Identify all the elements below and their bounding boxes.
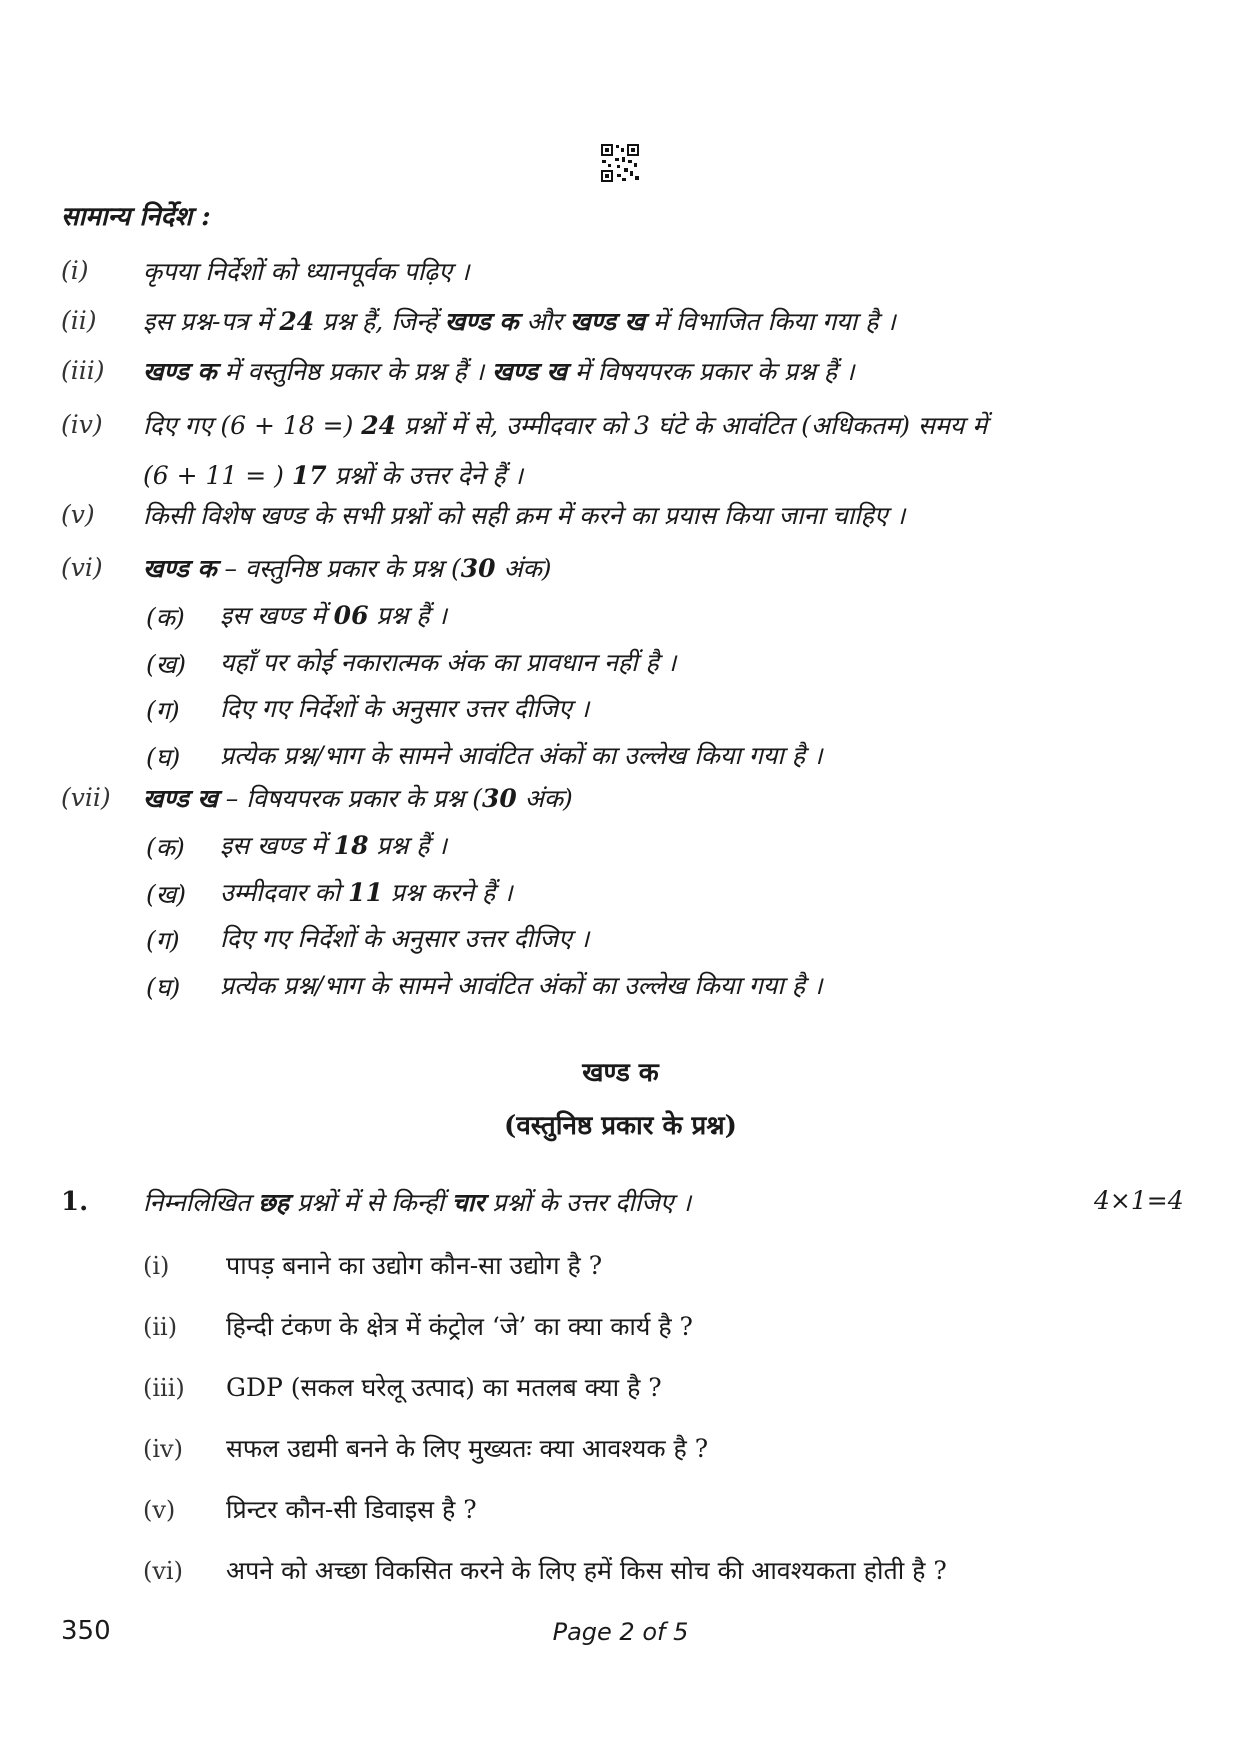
section-subtitle: (वस्तुनिष्ठ प्रकार के प्रश्न)	[504, 1111, 737, 1141]
sub-instruction-letter: (ग)	[146, 696, 180, 725]
bold-text: छह	[258, 1188, 290, 1217]
bold-text: खण्ड क	[143, 554, 217, 583]
part-number: (ii)	[143, 1313, 178, 1341]
sub-instruction-letter: (घ)	[146, 743, 181, 772]
text-segment: इस प्रश्न-पत्र में	[143, 307, 280, 336]
page-number: Page 2 of 5	[552, 1618, 689, 1646]
part-text: प्रिन्टर कौन-सी डिवाइस है ?	[226, 1495, 477, 1524]
instruction-number: (iv)	[61, 410, 103, 439]
instruction-number: (iii)	[61, 356, 105, 385]
sub-instruction-letter: (ख)	[146, 880, 186, 909]
bold-text: खण्ड ख	[143, 784, 218, 813]
text-segment: इस खण्ड में	[220, 601, 334, 630]
bold-text: 18	[333, 831, 369, 860]
text-segment: प्रश्न करने हैं ।	[382, 878, 513, 907]
text-segment: प्रश्नों में से किन्हीं	[289, 1188, 452, 1217]
sub-instruction-text	[220, 645, 676, 679]
sub-instruction-letter: (ख)	[146, 650, 186, 679]
instruction-text	[143, 551, 552, 585]
instruction-text	[143, 408, 987, 442]
instruction-text	[143, 781, 573, 815]
text-segment: निम्नलिखित	[143, 1188, 259, 1217]
sub-instruction-text	[220, 968, 823, 1002]
text-segment: प्रश्न हैं ।	[368, 831, 447, 860]
part-text: पापड़ बनाने का उद्योग कौन-सा उद्योग है ?	[226, 1251, 603, 1280]
bold-text: चार	[451, 1188, 485, 1217]
bold-text: 30	[460, 554, 496, 583]
text-segment: किसी विशेष खण्ड के सभी प्रश्नों को सही क्रम में करने का प्रयास किया जाना चाहिए ।	[143, 501, 906, 530]
part-number: (vi)	[143, 1557, 183, 1585]
section-title: खण्ड क	[582, 1058, 659, 1088]
text-segment: प्रश्नों में से, उम्मीदवार को 3 घंटे के आवंटित (अधिकतम) समय में	[396, 411, 988, 440]
part-number: (iv)	[143, 1435, 183, 1463]
text-segment: – वस्तुनिष्ठ प्रकार के प्रश्न (	[216, 554, 461, 583]
text-segment: में विषयपरक प्रकार के प्रश्न हैं ।	[566, 357, 855, 386]
text-segment: में वस्तुनिष्ठ प्रकार के प्रश्न हैं ।	[216, 357, 493, 386]
text-segment: प्रश्न हैं ।	[368, 601, 447, 630]
text-segment: प्रश्नों के उत्तर दीजिए ।	[484, 1188, 692, 1217]
instruction-number: (v)	[61, 500, 95, 529]
text-segment: कृपया निर्देशों को ध्यानपूर्वक पढ़िए ।	[143, 257, 470, 286]
sub-instruction-letter: (क)	[146, 603, 185, 632]
text-segment: प्रश्न हैं, जिन्हें	[314, 307, 445, 336]
text-segment: दिए गए निर्देशों के अनुसार उत्तर दीजिए ।	[220, 694, 590, 723]
part-number: (v)	[143, 1496, 176, 1524]
text-segment: उम्मीदवार को	[220, 878, 349, 907]
instruction-number: (vii)	[61, 783, 111, 812]
text-segment: (6 + 11 = )	[143, 461, 292, 490]
sub-instruction-text	[220, 738, 823, 772]
instruction-number: (vi)	[61, 553, 103, 582]
bold-text: 24	[279, 307, 315, 336]
bold-text: 06	[333, 601, 369, 630]
bold-text: खण्ड क	[444, 307, 519, 336]
part-text: अपने को अच्छा विकसित करने के लिए हमें किस सोच की आवश्यकता होती है ?	[226, 1556, 947, 1585]
sub-instruction-letter: (ग)	[146, 926, 180, 955]
instruction-number: (i)	[61, 256, 89, 285]
instruction-text	[143, 354, 854, 388]
paper-code: 350	[61, 1616, 111, 1646]
sub-instruction-text	[220, 921, 589, 955]
part-text: हिन्दी टंकण के क्षेत्र में कंट्रोल ‘जे’ का क्या कार्य है ?	[226, 1312, 693, 1341]
text-segment: यहाँ पर कोई नकारात्मक अंक का प्रावधान नहीं है ।	[220, 648, 677, 677]
part-text: GDP (सकल घरेलू उत्पाद) का मतलब क्या है ?	[226, 1373, 662, 1402]
text-segment: में विभाजित किया गया है ।	[644, 307, 896, 336]
bold-text: 24	[361, 411, 397, 440]
sub-instruction-letter: (क)	[146, 833, 185, 862]
part-text: सफल उद्यमी बनने के लिए मुख्यतः क्या आवश्यक है ?	[226, 1434, 709, 1463]
part-number: (iii)	[143, 1374, 185, 1402]
bold-text: 30	[481, 784, 517, 813]
text-segment: और	[518, 307, 571, 336]
text-segment: इस खण्ड में	[220, 831, 334, 860]
instruction-text	[143, 498, 905, 532]
sub-instruction-letter: (घ)	[146, 973, 181, 1002]
bold-text: खण्ड क	[143, 357, 217, 386]
text-segment: दिए गए (6 + 18 =)	[143, 411, 362, 440]
bold-text: खण्ड ख	[492, 357, 567, 386]
text-segment: – विषयपरक प्रकार के प्रश्न (	[217, 784, 482, 813]
sub-instruction-text	[220, 875, 513, 909]
instruction-text	[143, 304, 896, 338]
bold-text: 17	[291, 461, 327, 490]
instruction-text	[143, 254, 470, 288]
qr-code-icon	[600, 143, 640, 183]
sub-instruction-text	[220, 691, 589, 725]
sub-instruction-text	[220, 598, 447, 632]
text-segment: प्रत्येक प्रश्न/भाग के सामने आवंटित अंकों का उल्लेख किया गया है ।	[220, 741, 823, 770]
text-segment: अंक)	[516, 784, 573, 813]
question-number: 1.	[61, 1187, 89, 1217]
text-segment: अंक)	[495, 554, 552, 583]
question-marks: 4×1=4	[1094, 1186, 1184, 1215]
text-segment: प्रश्नों के उत्तर देने हैं ।	[326, 461, 524, 490]
text-segment: दिए गए निर्देशों के अनुसार उत्तर दीजिए ।	[220, 924, 590, 953]
sub-instruction-text	[220, 828, 447, 862]
general-instructions-heading: सामान्य निर्देश :	[61, 202, 211, 232]
instruction-text-line2	[143, 458, 523, 492]
bold-text: 11	[348, 878, 383, 907]
question-text	[143, 1185, 691, 1219]
part-number: (i)	[143, 1252, 170, 1280]
bold-text: खण्ड ख	[570, 307, 645, 336]
text-segment: प्रत्येक प्रश्न/भाग के सामने आवंटित अंकों का उल्लेख किया गया है ।	[220, 971, 823, 1000]
instruction-number: (ii)	[61, 306, 97, 335]
